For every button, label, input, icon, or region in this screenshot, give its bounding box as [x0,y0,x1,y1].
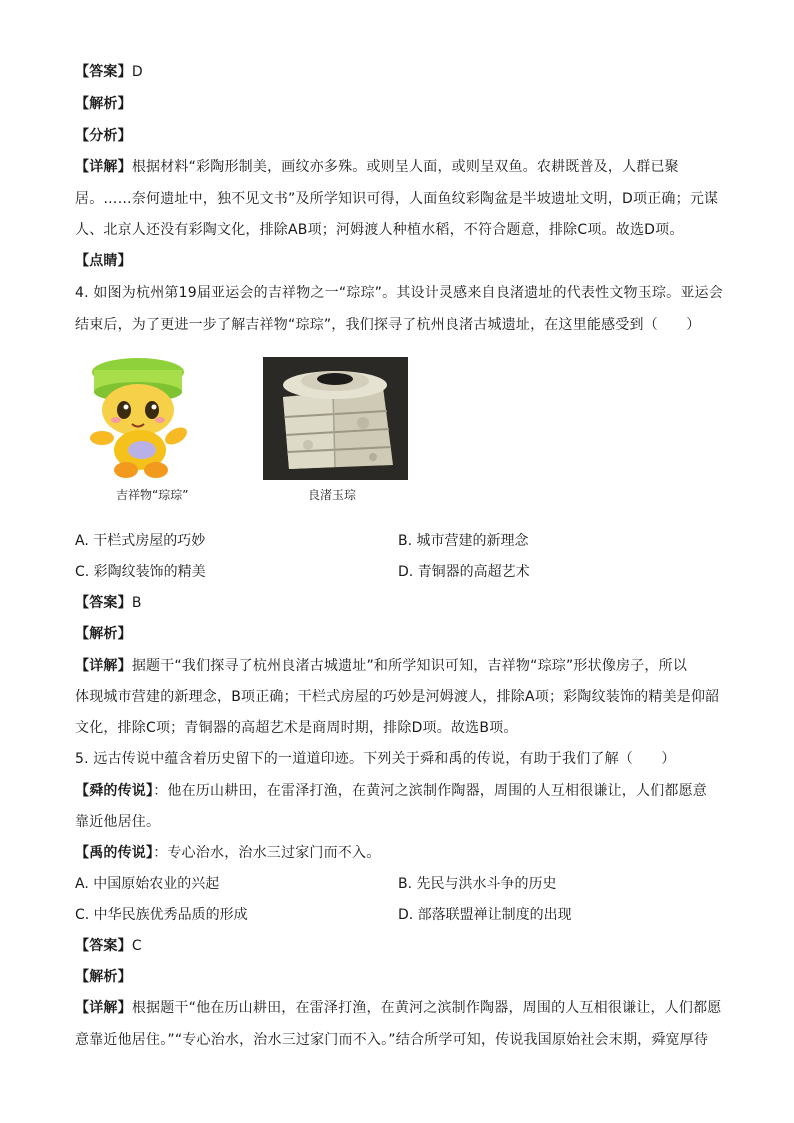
q3-dianjing-label: 【点睛】 [75,253,132,269]
answer-value: D [131,64,143,80]
q4-option-c[interactable]: C. 彩陶纹装饰的精美 [75,564,206,580]
q4-stem-line-2: 结束后，为了更进一步了解吉祥物“琮琮”，我们探寻了杭州良渚古城遗址，在这里能感受到（ ） [75,317,701,333]
answer-label: 【答案】 [75,64,132,80]
q3-detail-line-1 [75,157,725,177]
q5-analysis-label: 【解析】 [75,969,132,985]
q4-detail-line-1 [75,656,725,676]
yu-text: ：专心治水，治水三过家门而不入。 [153,845,381,861]
q3-detail-line-2: 居。……奈何遗址中，独不见文书”及所学知识可得，人面鱼纹彩陶盆是半坡遗址文明，D项正确；元谋 [75,191,719,207]
q5-option-a[interactable]: A. 中国原始农业的兴起 [75,876,220,892]
yu-label: 【禹的传说】 [75,845,154,861]
detail-label: 【详解】 [75,658,132,674]
q4-option-d[interactable]: D. 青铜器的高超艺术 [398,564,530,580]
jade-cong-image [263,357,408,480]
q5-option-b[interactable]: B. 先民与洪水斗争的历史 [398,876,557,892]
answer-label: 【答案】 [75,595,132,611]
answer-value: C [131,938,142,954]
detail-text: 据题干“我们探寻了杭州良渚古城遗址”和所学知识可知，吉祥物“琮琮”形状像房子，所以 [131,658,688,674]
mascot-image [80,352,195,480]
q5-option-c[interactable]: C. 中华民族优秀品质的形成 [75,907,248,923]
q5-stem: 5. 远古传说中蕴含着历史留下的一道道印迹。下列关于舜和禹的传说，有助于我们了解（ ） [75,751,676,767]
detail-text: 根据材料“彩陶形制美，画纹亦多殊。或则呈人面，或则呈双鱼。农耕既普及，人群已聚 [131,159,679,175]
mascot-caption: 吉祥物“琮琮” [116,488,189,502]
cong-caption: 良渚玉琮 [308,488,357,502]
detail-text: 根据题干“他在历山耕田，在雷泽打渔，在黄河之滨制作陶器，周围的人互相很谦让，人们都愿 [131,1000,722,1016]
q5-detail-line-2: 意靠近他居住。”“专心治水，治水三过家门而不入。”结合所学可知，传说我国原始社会末期，舜宽厚待 [75,1032,709,1048]
shun-text: ：他在历山耕田，在雷泽打渔，在黄河之滨制作陶器，周围的人互相很谦让，人们都愿意 [153,783,708,799]
q3-detail-line-3: 人、北京人还没有彩陶文化，排除AB项；河姆渡人种植水稻，不符合题意，排除C项。故选D项。 [75,222,684,238]
detail-label: 【详解】 [75,159,132,175]
q5-shun-line-1 [75,781,725,801]
q5-shun-line-2: 靠近他居住。 [75,814,161,830]
q5-option-d[interactable]: D. 部落联盟禅让制度的出现 [398,907,572,923]
answer-label: 【答案】 [75,938,132,954]
q4-detail-line-2: 体现城市营建的新理念，B项正确；干栏式房屋的巧妙是河姆渡人，排除A项；彩陶纹装饰的精美是仰韶 [75,689,720,705]
q4-answer-line [75,593,725,613]
shun-label: 【舜的传说】 [75,783,154,799]
answer-value: B [131,595,142,611]
q4-analysis-label: 【解析】 [75,626,132,642]
q3-fenxi-label: 【分析】 [75,128,132,144]
q3-analysis-label: 【解析】 [75,96,132,112]
q4-stem-line-1: 4. 如图为杭州第19届亚运会的吉祥物之一“琮琮”。其设计灵感来自良渚遗址的代表性文物玉琮。亚运会 [75,285,723,301]
q4-option-a[interactable]: A. 干栏式房屋的巧妙 [75,533,206,549]
q4-option-b[interactable]: B. 城市营建的新理念 [398,533,529,549]
q5-yu-line [75,843,725,863]
q3-answer-line [75,62,725,82]
q4-detail-line-3: 文化，排除C项；青铜器的高超艺术是商周时期，排除D项。故选B项。 [75,720,518,736]
detail-label: 【详解】 [75,1000,132,1016]
q5-answer-line [75,936,725,956]
q5-detail-line-1 [75,998,725,1018]
